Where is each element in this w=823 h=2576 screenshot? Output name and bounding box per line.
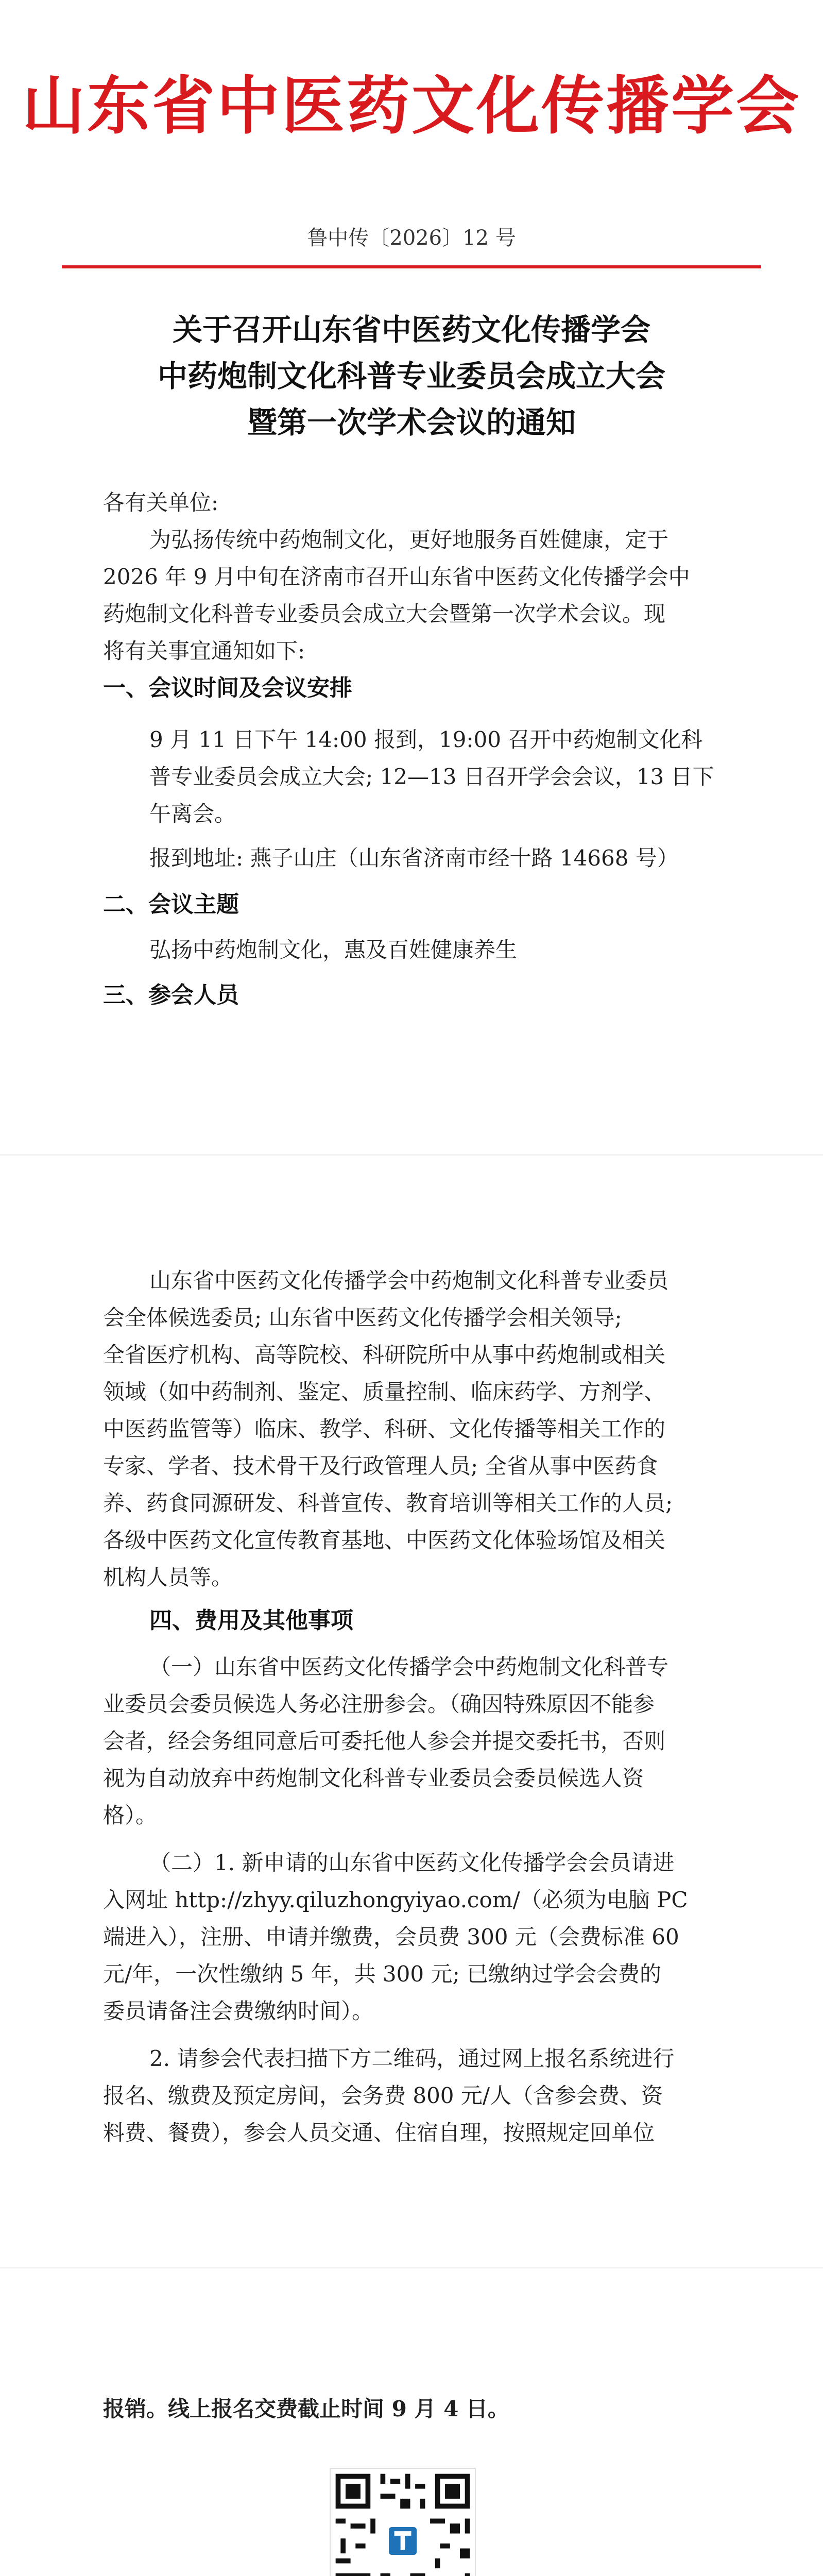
section-3-line-1: 山东省中医药文化传播学会中药炮制文化科普专业委员 <box>149 1268 669 1293</box>
section-2-theme: 弘扬中药炮制文化，惠及百姓健康养生 <box>149 937 518 962</box>
section-4-item-1-line-1: （一）山东省中医药文化传播学会中药炮制文化科普专 <box>149 1654 669 1680</box>
registration-qr-code[interactable] <box>330 2468 476 2576</box>
doc-title-line-2: 中药炮制文化科普专业委员会成立大会 <box>157 359 665 394</box>
section-4-item-3-line-1: 2. 请参会代表扫描下方二维码，通过网上报名系统进行 <box>149 2046 675 2071</box>
section-3-line-6: 专家、学者、技术骨干及行政管理人员; 全省从事中医药食 <box>103 1453 658 1479</box>
section-3-line-3: 全省医疗机构、高等院校、科研院所中从事中药炮制或相关 <box>103 1342 666 1367</box>
intro-line-1: 为弘扬传统中药炮制文化，更好地服务百姓健康，定于 <box>149 527 669 552</box>
section-4-item-3-line-2: 报名、缴费及预定房间，会务费 800 元/人（含参会费、资 <box>103 2083 663 2108</box>
doc-title-line-3: 暨第一次学术会议的通知 <box>247 405 576 440</box>
header-divider <box>62 265 761 268</box>
section-3-line-7: 养、药食同源研发、科普宣传、教育培训等相关工作的人员; <box>103 1490 673 1516</box>
org-title: 山东省中医药文化传播学会 <box>22 69 801 143</box>
section-3-line-9: 机构人员等。 <box>103 1565 233 1590</box>
section-1-venue: 报到地址: 燕子山庄（山东省济南市经十路 14668 号） <box>149 845 679 871</box>
salutation: 各有关单位: <box>103 490 219 515</box>
section-2-heading: 二、会议主题 <box>103 891 239 918</box>
page-break <box>0 1154 823 1156</box>
section-4-item-2-line-4: 元/年，一次性缴纳 5 年，共 300 元; 已缴纳过学会会费的 <box>103 1961 661 1987</box>
section-4-item-3-cont: 报销。线上报名交费截止时间 9 月 4 日。 <box>103 2396 509 2421</box>
qr-code-icon <box>331 2469 475 2576</box>
section-1-heading: 一、会议时间及会议安排 <box>103 675 352 701</box>
section-4-item-2-line-5: 委员请备注会费缴纳时间）。 <box>103 1998 374 2024</box>
section-4-item-2-line-3: 端进入），注册、申请并缴费，会员费 300 元（会费标准 60 <box>103 1924 679 1950</box>
doc-number: 鲁中传〔2026〕12 号 <box>307 226 516 250</box>
section-4-item-1-line-3: 会者，经会务组同意后可委托他人参会并提交委托书，否则 <box>103 1728 666 1754</box>
intro-line-4: 将有关事宜通知如下: <box>103 638 305 664</box>
section-4-item-3-line-3: 料费、餐费），参会人员交通、住宿自理，按照规定回单位 <box>103 2120 655 2145</box>
section-4-heading: 四、费用及其他事项 <box>149 1607 353 1634</box>
section-3-line-2: 会全体候选委员; 山东省中医药文化传播学会相关领导; <box>103 1305 622 1330</box>
section-3-line-8: 各级中医药文化宣传教育基地、中医药文化体验场馆及相关 <box>103 1528 666 1553</box>
section-4-item-1-line-5: 格）。 <box>103 1803 158 1828</box>
section-4-item-2-line-2: 入网址 http://zhyy.qiluzhongyiyao.com/（必须为电脑 PC <box>103 1887 688 1912</box>
section-1-line-1: 9 月 11 日下午 14:00 报到，19:00 召开中药炮制文化科 <box>149 727 703 752</box>
section-3-line-5: 中医药监管等）临床、教学、科研、文化传播等相关工作的 <box>103 1416 666 1442</box>
page-break-2 <box>0 2267 823 2268</box>
section-4-item-2-line-1: （二）1. 新申请的山东省中医药文化传播学会会员请进 <box>149 1850 675 1875</box>
section-4-item-1-line-2: 业委员会委员候选人务必注册参会。（确因特殊原因不能参 <box>103 1691 655 1717</box>
section-3-heading: 三、参会人员 <box>103 982 239 1008</box>
intro-line-3: 药炮制文化科普专业委员会成立大会暨第一次学术会议。现 <box>103 601 666 626</box>
section-1-line-3: 午离会。 <box>149 801 236 826</box>
section-1-line-2: 普专业委员会成立大会; 12—13 日召开学会会议，13 日下 <box>149 764 714 789</box>
doc-title-line-1: 关于召开山东省中医药文化传播学会 <box>172 312 650 347</box>
intro-line-2: 2026 年 9 月中旬在济南市召开山东省中医药文化传播学会中 <box>103 564 690 589</box>
section-4-item-1-line-4: 视为自动放弃中药炮制文化科普专业委员会委员候选人资 <box>103 1766 644 1791</box>
section-3-line-4: 领域（如中药制剂、鉴定、质量控制、临床药学、方剂学、 <box>103 1379 666 1404</box>
